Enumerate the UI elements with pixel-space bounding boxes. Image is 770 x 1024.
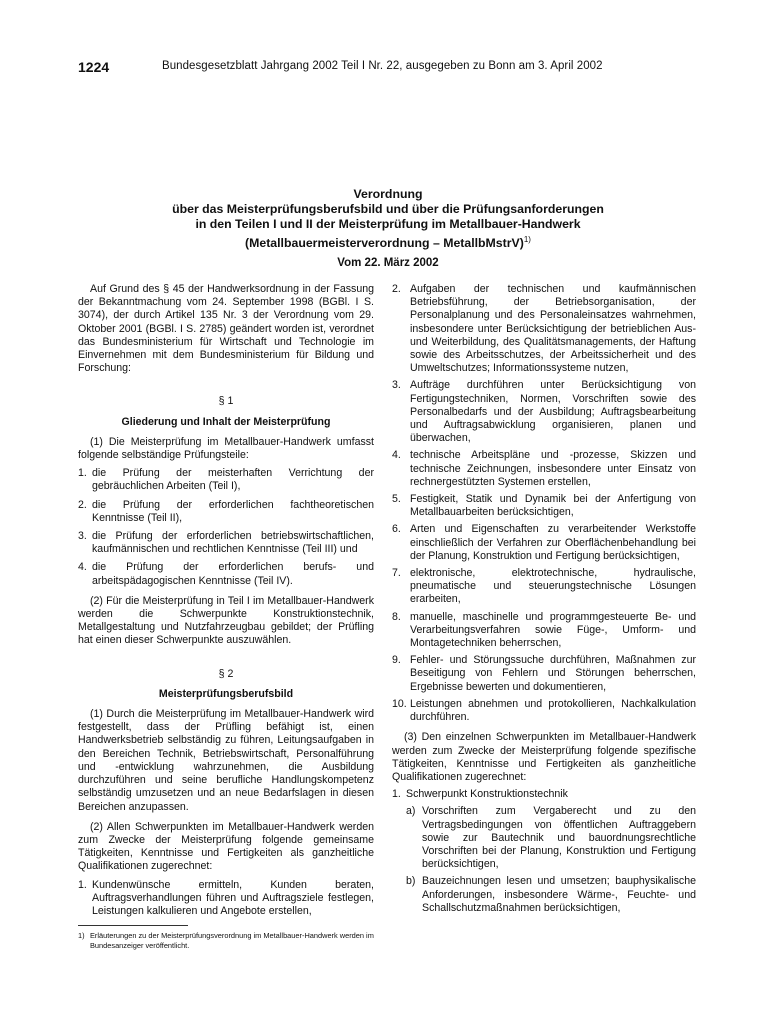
list-item-number: 4. <box>392 449 401 462</box>
list-item-text: Arten und Eigenschaften zu verarbeitender Werkstoffe einschließlich der Verfahren zur Oberflächenbehandlung bei der Planung, Konstruktion und Fertigung berücksichtigen, <box>410 523 696 562</box>
list-item <box>78 879 374 919</box>
right-column <box>392 283 696 915</box>
list-item-number: 1. <box>78 467 87 480</box>
list-item-text: Leistungen abnehmen und protokollieren, Nachkalkulation durchführen. <box>410 697 696 724</box>
footnote-text: Erläuterungen zu der Meisterprüfungsverordnung im Metallbauer-Handwerk werden im Bundesanzeiger veröffentlicht. <box>90 931 374 950</box>
sub-list-item-letter: a) <box>406 805 416 818</box>
list-item-number: 6. <box>392 523 401 536</box>
sub-list-item <box>392 805 696 871</box>
section-2-paragraph-3: (3) Den einzelnen Schwerpunkten im Metallbauer-Handwerk werden zum Zwecke der Meisterprüfung folgende spezifische Tätigkeiten, Kenntnisse und Fertigkeiten als ganzheitliche Qualifikationen zugerechnet: <box>392 731 696 783</box>
section-1-paragraph-2: (2) Für die Meisterprüfung in Teil I im Metallbauer-Handwerk werden die Schwerpunkte Konstruktionstechnik, Metallgestaltung und Nutzfahrzeugbau gebildet; der Prüfling hat einen dieser Schwerpunkte auszuwählen. <box>78 594 374 647</box>
title-line-2: über das Meisterprüfungsberufsbild und über die Prüfungsanforderungen <box>172 202 604 216</box>
list-item-number: 8. <box>392 610 401 623</box>
left-column <box>78 283 374 918</box>
list-item-number: 4. <box>78 561 87 574</box>
document-date: Vom 22. März 2002 <box>337 257 439 269</box>
section-1-number: § 1 <box>218 395 234 408</box>
document-title <box>78 187 698 251</box>
focus-heading-text: Schwerpunkt Konstruktionstechnik <box>406 788 568 801</box>
list-item-number: 1. <box>78 878 87 891</box>
list-item <box>78 561 374 587</box>
list-item-text: Festigkeit, Statik und Dynamik bei der Anfertigung von Metallbauarbeiten berücksichtigen, <box>410 493 696 519</box>
title-line-1: Verordnung <box>353 187 423 201</box>
page-number: 1224 <box>78 59 110 75</box>
section-2-paragraph-1: (1) Durch die Meisterprüfung im Metallbauer-Handwerk wird festgestellt, dass der Prüfling befähigt ist, einen Handwerksbetrieb selbständig zu führen, Leitungsaufgaben in den Bereichen Technik, Betriebswirtschaft, Personalführung und -entwicklung wahrzunehmen, die Ausbildung durchzuführen und seine berufliche Handlungskompetenz selbständig umzusetzen und an neue Bedarfslagen in diesen Bereichen anzupassen. <box>78 708 374 813</box>
footnote <box>78 931 374 950</box>
list-item-text: die Prüfung der meisterhaften Verrichtung der gebräuchlichen Arbeiten (Teil I), <box>92 467 374 493</box>
list-item <box>392 611 696 651</box>
list-item-number: 1. <box>392 788 401 801</box>
section-1-paragraph-1: (1) Die Meisterprüfung im Metallbauer-Handwerk umfasst folgende selbständige Prüfungsteile: <box>78 435 374 462</box>
list-item <box>392 493 696 519</box>
list-item-number: 2. <box>392 283 401 295</box>
list-item-number: 7. <box>392 567 401 580</box>
list-item-number: 3. <box>392 379 401 392</box>
preamble: Auf Grund des § 45 der Handwerksordnung in der Fassung der Bekanntmachung vom 24. September 1998 (BGBl. I S. 3074), der durch Artikel 135 Nr. 3 der Verordnung vom 29. Oktober 2001 (BGBl. I S. 2785) geändert worden ist, verordnet das Bundesministerium für Wirtschaft und Technologie im Einvernehmen mit dem Bundesministerium für Bildung und Forschung: <box>78 283 374 375</box>
list-item-text: elektronische, elektrotechnische, hydraulische, pneumatische und steuerungstechnische Lösungen erarbeiten, <box>410 567 696 606</box>
section-1-title: Gliederung und Inhalt der Meisterprüfung <box>121 415 331 428</box>
footnote-divider <box>78 925 188 926</box>
list-item <box>392 379 696 445</box>
title-line-4-text: (Metallbauermeisterverordnung – MetallbMstrV) <box>245 236 524 251</box>
list-item-number: 10. <box>392 697 407 710</box>
footnote-mark: 1) <box>78 931 85 940</box>
list-item-number: 3. <box>78 530 87 543</box>
sub-list-item-text: Bauzeichnungen lesen und umsetzen; bauphysikalische Anforderungen, insbesondere Wärme-, Feuchte- und Schallschutzmaßnahmen berücksichtigen, <box>422 875 696 914</box>
list-item-text: Aufträge durchführen unter Berücksichtigung von Fertigungstechniken, Normen, Vorschriften sowie des Personalbedarfs und der Ausbildung; Auftragsbearbeitung und Auftragsabwicklung organisieren, planen und überwachen, <box>410 379 696 445</box>
sub-list-item <box>392 875 696 915</box>
section-2-title: Meisterprüfungsberufsbild <box>158 687 294 700</box>
list-item-number: 5. <box>392 493 401 506</box>
list-item <box>392 567 696 607</box>
focus-heading <box>392 788 696 801</box>
list-item-number: 2. <box>78 498 87 511</box>
list-item <box>392 449 696 489</box>
sub-list-item-letter: b) <box>406 875 416 888</box>
list-item-text: Kundenwünsche ermitteln, Kunden beraten, Auftragsverhandlungen führen und Auftragsziele festlegen, Leistungen kalkulieren und Angebote erstellen, <box>92 878 374 917</box>
list-item-text: die Prüfung der erforderlichen berufs- und arbeitspädagogischen Kenntnisse (Teil IV). <box>92 561 374 587</box>
title-line-4 <box>78 232 698 251</box>
list-item-text: die Prüfung der erforderlichen fachtheoretischen Kenntnisse (Teil II), <box>92 498 374 524</box>
sub-list-item-text: Vorschriften zum Vergaberecht und zu den Vertragsbedingungen von öffentlichen Auftraggebern sowie zur Bautechnik und bauordnungsrechtliche Vorschriften bei der Planung, Konstruktion und Fertigung berücksichtigen, <box>422 805 696 871</box>
running-header <box>78 59 698 77</box>
list-item-text: Aufgaben der technischen und kaufmännischen Betriebsführung, der Betriebsorganisation, der Personalplanung und des Personaleinsatzes wahrnehmen, insbesondere unter Berücksichtigung der betrieblichen Aus- und Weiterbildung, des Qualitätsmanagements, der Haftung sowie des Arbeitsschutzes, der Arbeitssicherheit und des Umweltschutzes; Informationssysteme nutzen, <box>410 283 696 375</box>
list-item <box>392 654 696 694</box>
list-item <box>78 499 374 525</box>
list-item <box>392 698 696 724</box>
running-title: Bundesgesetzblatt Jahrgang 2002 Teil I Nr. 22, ausgegeben zu Bonn am 3. April 2002 <box>162 60 603 72</box>
list-item <box>392 283 696 375</box>
section-2-number: § 2 <box>218 667 234 680</box>
list-item-number: 9. <box>392 654 401 667</box>
list-item <box>78 530 374 556</box>
list-item <box>78 467 374 493</box>
section-2-paragraph-2: (2) Allen Schwerpunkten im Metallbauer-Handwerk werden zum Zwecke der Meisterprüfung folgende gemeinsame Tätigkeiten, Kenntnisse und Fertigkeiten als ganzheitliche Qualifikationen zugerechnet: <box>78 820 374 873</box>
list-item-text: manuelle, maschinelle und programmgesteuerte Be- und Verarbeitungsverfahren sowie Füge-, Umform- und Montagetechniken beherrschen, <box>410 610 696 650</box>
list-item-text: die Prüfung der erforderlichen betriebswirtschaftlichen, kaufmännischen und rechtlichen Kenntnisse (Teil III) und <box>92 530 374 556</box>
list-item <box>392 523 696 563</box>
list-item-text: technische Arbeitspläne und -prozesse, Skizzen und technische Zeichnungen, insbesondere unter Einsatz von rechnergestützten Systemen erstellen, <box>410 449 696 488</box>
title-footnote-ref: 1) <box>523 235 531 244</box>
title-line-3: in den Teilen I und II der Meisterprüfung im Metallbauer-Handwerk <box>195 217 581 231</box>
list-item-text: Fehler- und Störungssuche durchführen, Maßnahmen zur Beseitigung von Fehlern und Störungen beherrschen, Ergebnisse bewerten und dokumentieren, <box>410 654 696 693</box>
